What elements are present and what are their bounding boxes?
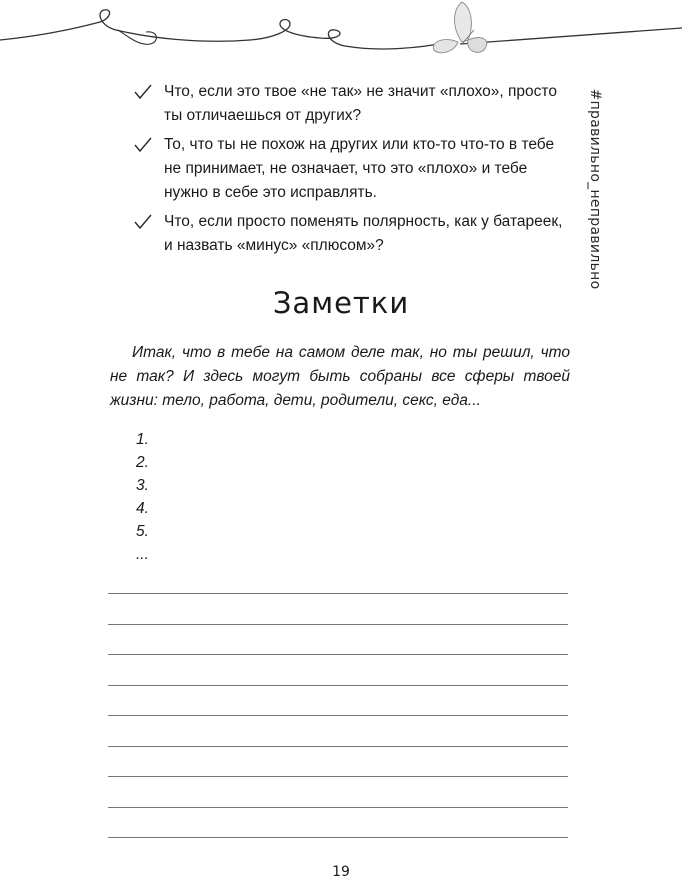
- writing-line: [108, 837, 568, 838]
- check-item: [134, 133, 574, 205]
- check-item: [134, 80, 574, 128]
- intro-paragraph: Итак, что в тебе на самом деле так, но ты решил, что не так? И здесь могут быть собраны все сферы твоей жизни: тело, работа, дети, родители, секс, еда...: [110, 344, 570, 409]
- writing-line: [108, 807, 568, 808]
- side-hashtag: [578, 78, 612, 300]
- writing-line: [108, 685, 568, 686]
- section-heading: Заметки: [272, 286, 410, 320]
- writing-line: [108, 746, 568, 747]
- check-item-text: То, что ты не похож на других или кто-то что-то в тебе не принимает, не означает, что это «плохо» и тебе нужно в себе это исправлять.: [164, 136, 555, 201]
- side-hashtag-text: #правильно_неправильно: [587, 88, 603, 290]
- writing-line: [108, 593, 568, 594]
- numbered-item: 4.: [136, 500, 149, 517]
- check-item-text: Что, если просто поменять полярность, как у батареек, и назвать «минус» «плюсом»?: [164, 213, 563, 254]
- check-item-text: Что, если это твое «не так» не значит «плохо», просто ты отличаешься от других?: [164, 83, 557, 124]
- checklist: [134, 80, 574, 263]
- numbered-item: ...: [136, 546, 149, 563]
- writing-line: [108, 654, 568, 655]
- writing-line: [108, 776, 568, 777]
- numbered-item: 2.: [136, 454, 149, 471]
- writing-line: [108, 715, 568, 716]
- page-number: 19: [332, 864, 350, 880]
- numbered-list: [136, 428, 149, 566]
- numbered-item: 1.: [136, 431, 149, 448]
- writing-line: [108, 624, 568, 625]
- numbered-item: 5.: [136, 523, 149, 540]
- check-item: [134, 210, 574, 258]
- checkmark-icon: [134, 137, 152, 153]
- butterfly-swirl-ornament-icon: [0, 0, 682, 70]
- checkmark-icon: [134, 84, 152, 100]
- numbered-item: 3.: [136, 477, 149, 494]
- checkmark-icon: [134, 214, 152, 230]
